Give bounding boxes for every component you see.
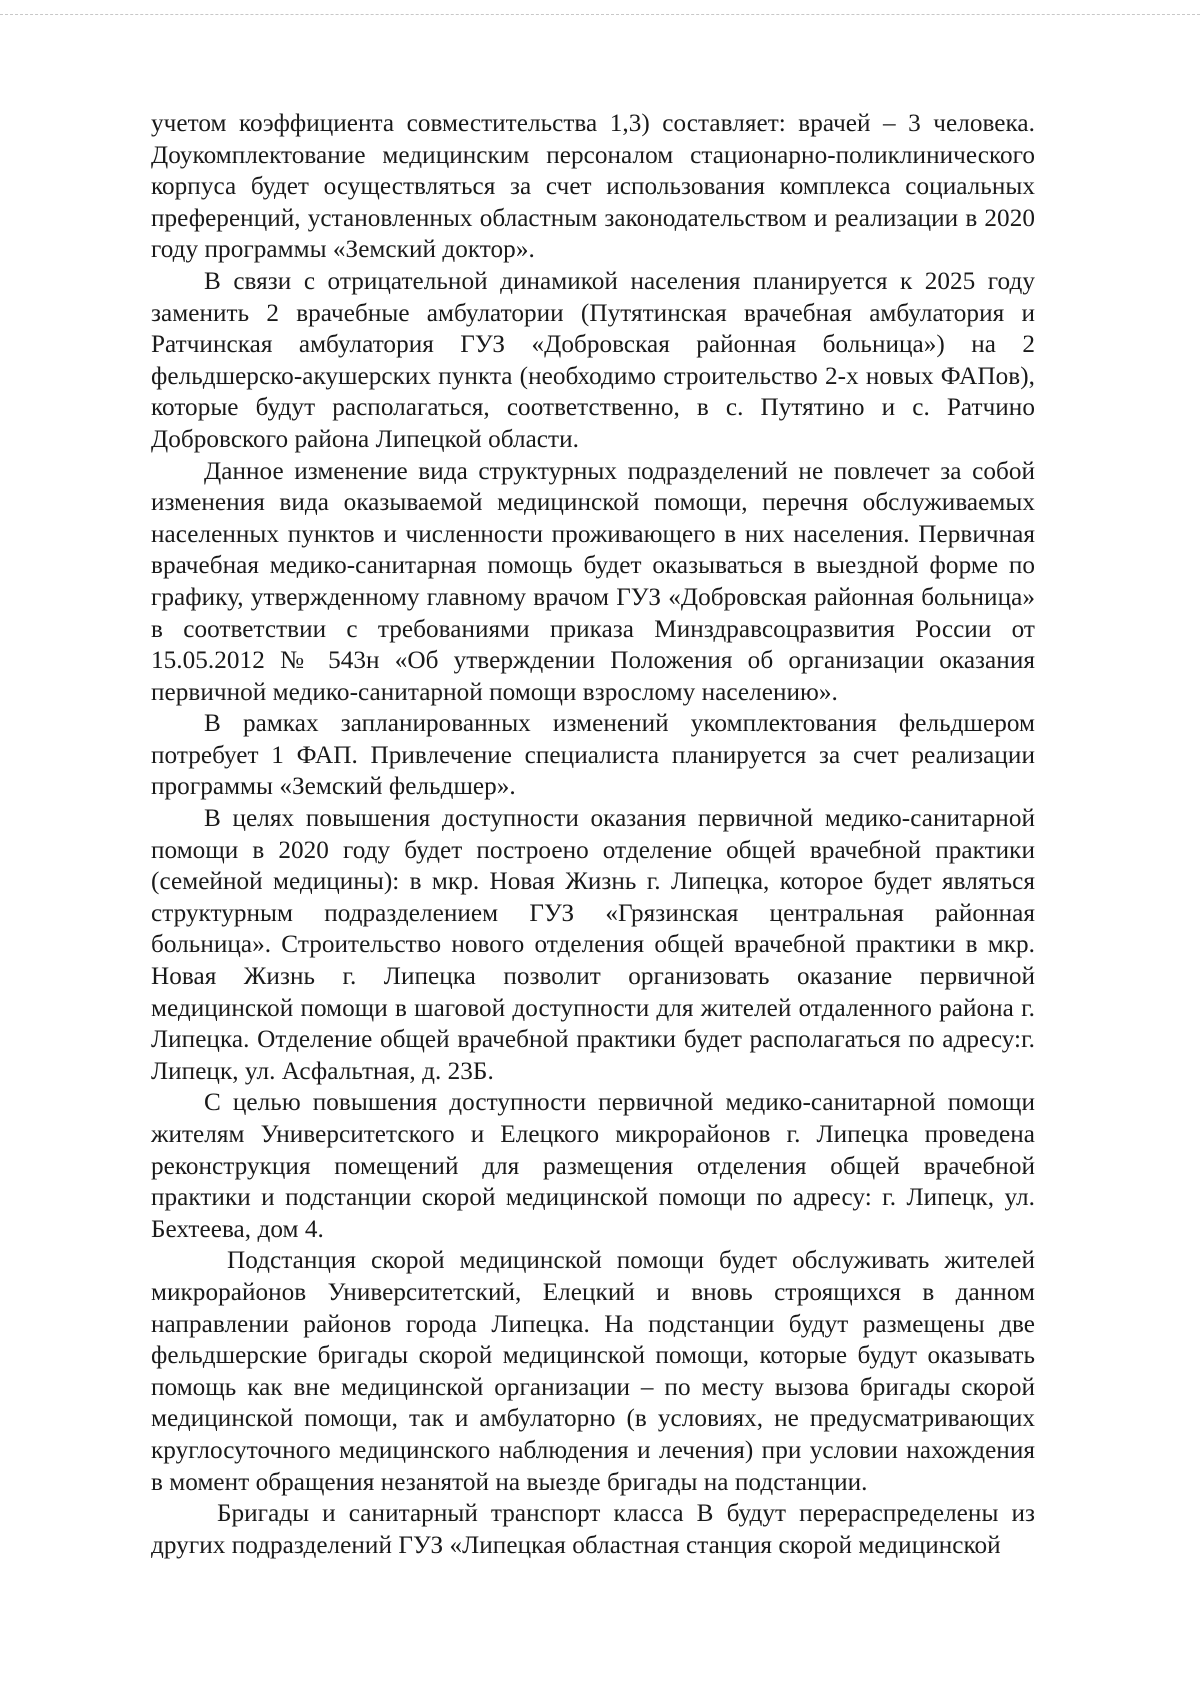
- paragraph-general-practice-novaya-zhizn: В целях повышения доступности оказания первичной медико-санитарной помощи в 2020 году будет построено отделение общей врачебной практики (семейной медицины): в мкр. Новая Жизнь г. Липецка, которое будет являться структурным подразделением ГУЗ «Грязинская центральная районная больница». Строительство нового отделения общей врачебной практики в мкр. Новая Жизнь г. Липецка позволит организовать оказание первичной медицинской помощи в шаговой доступности для жителей отдаленного района г. Липецка. Отделение общей врачебной практики будет располагаться по адресу:г. Липецк, ул. Асфальтная, д. 23Б.: [151, 805, 1035, 1085]
- paragraph-fap-staffing: В рамках запланированных изменений укомплектования фельдшером потребует 1 ФАП. Привлечение специалиста планируется за счет реализации программы «Земский фельдшер».: [151, 710, 1035, 801]
- paragraph-structural-change: Данное изменение вида структурных подразделений не повлечет за собой изменения вида оказываемой медицинской помощи, перечня обслуживаемых населенных пунктов и численности проживающего в них населения. Первичная врачебная медико-санитарная помощь будет оказываться в выездной форме по графику, утвержденному главному врачом ГУЗ «Добровская районная больница» в соответствии с требованиями приказа Минздравсоцразвития России от 15.05.2012 № 543н «Об утверждении Положения об организации оказания первичной медико-санитарной помощи взрослому населению».: [151, 457, 1035, 706]
- paragraph-staffing-continuation: учетом коэффициента совместительства 1,3) составляет: врачей – 3 человека. Доукомплектование медицинским персоналом стационарно-поликлинического корпуса будет осуществляться за счет использования комплекса социальных преференций, установленных областным законодательством и реализации в 2020 году программы «Земский доктор».: [151, 110, 1035, 264]
- paragraph-bekhteeva-reconstruction: С целью повышения доступности первичной медико-санитарной помощи жителям Университетского и Елецкого микрорайонов г. Липецка проведена реконструкция помещений для размещения отделения общей врачебной практики и подстанции скорой медицинской помощи по адресу: г. Липецк, ул. Бехтеева, дом 4.: [151, 1089, 1035, 1243]
- document-body: [151, 108, 1035, 1561]
- paragraph-ambulatory-replacement: В связи с отрицательной динамикой населения планируется к 2025 году заменить 2 врачебные амбулатории (Путятинская врачебная амбулатория и Ратчинская амбулатория ГУЗ «Добровская районная больница») на 2 фельдшерско-акушерских пункта (необходимо строительство 2-х новых ФАПов), которые будут располагаться, соответственно, в с. Путятино и с. Ратчино Добровского района Липецкой области.: [151, 267, 1035, 453]
- paragraph-ambulance-substation: Подстанция скорой медицинской помощи будет обслуживать жителей микрорайонов Университетский, Елецкий и вновь строящихся в данном направлении районов города Липецка. На подстанции будут размещены две фельдшерские бригады скорой медицинской помощи, которые будут оказывать помощь как вне медицинской организации – по месту вызова бригады скорой медицинской помощи, так и амбулаторно (в условиях, не предусматривающих круглосуточного медицинского наблюдения и лечения) при условии нахождения в момент обращения незанятой на выезде бригады на подстанции.: [151, 1247, 1035, 1496]
- page-top-edge: [0, 14, 1200, 16]
- paragraph-brigades-transport: Бригады и санитарный транспорт класса В будут перераспределены из других подразделений ГУЗ «Липецкая областная станция скорой медицинской: [151, 1500, 1035, 1559]
